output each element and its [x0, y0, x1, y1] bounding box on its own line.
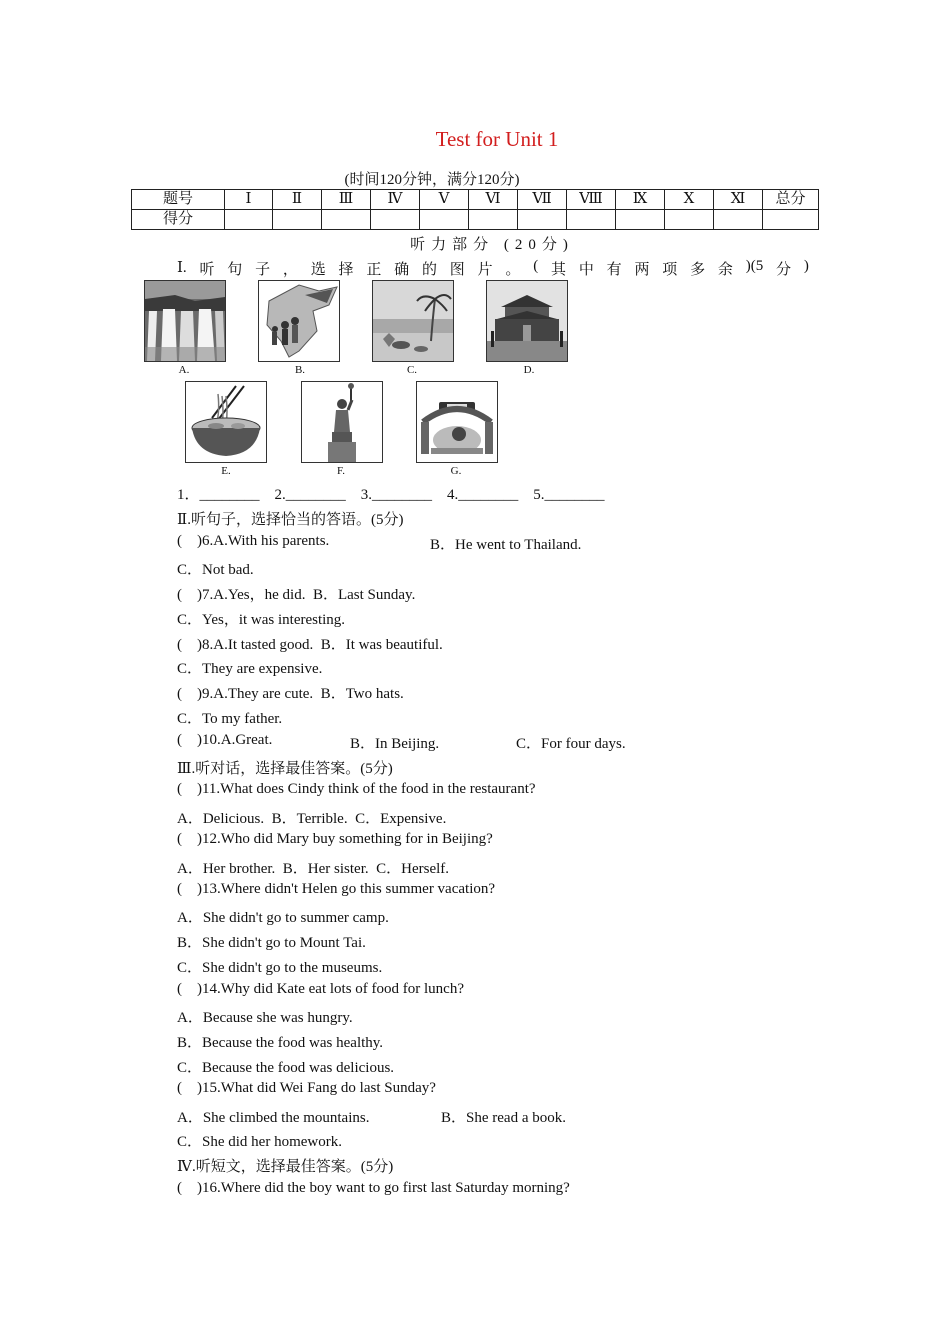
title-char: Ⅰ. [177, 260, 187, 276]
question-13-option-c: C．She didn't go to the museums. [177, 960, 383, 976]
title-char: 选 [310, 262, 326, 278]
score-header-cell: Ⅶ [518, 190, 567, 210]
statue-of-liberty-icon [301, 381, 383, 463]
question-16[interactable]: ( )16.Where did the boy want to go first last Saturday morning? [177, 1180, 570, 1196]
listening-section-header: 听力部分 (20分) [410, 237, 574, 253]
title-char: )(5 [745, 258, 764, 274]
title-char: ( [533, 258, 539, 274]
score-header-cell: Ⅷ [567, 190, 616, 210]
score-cell[interactable] [225, 210, 273, 230]
score-header-cell: Ⅱ [273, 190, 322, 210]
question-8-option-c: C．They are expensive. [177, 661, 323, 677]
score-cell[interactable] [665, 210, 714, 230]
title-char: 确 [394, 262, 410, 278]
score-cell[interactable] [371, 210, 420, 230]
question-14-option-a: A．Because she was hungry. [177, 1010, 353, 1026]
question-10-option-b: B．In Beijing. [350, 736, 440, 752]
score-cell[interactable] [616, 210, 665, 230]
question-9[interactable]: ( )9.A.They are cute. B．Two hats. [177, 686, 404, 702]
title-char: 其 [551, 262, 567, 278]
page-title: Test for Unit 1 [435, 127, 559, 151]
score-cell[interactable] [763, 210, 819, 230]
picture-label-d: D. [523, 364, 535, 376]
question-6-option-b: B．He went to Thailand. [430, 537, 582, 553]
score-header-cell: Ⅳ [371, 190, 420, 210]
waterfall-icon [144, 280, 226, 362]
title-char: 。 [505, 262, 521, 278]
question-13-option-b: B．She didn't go to Mount Tai. [177, 935, 366, 951]
question-13-option-a: A．She didn't go to summer camp. [177, 910, 389, 926]
score-row-label: 得分 [132, 210, 225, 230]
score-table [131, 189, 819, 230]
title-char: 中 [578, 262, 594, 278]
score-cell[interactable] [518, 210, 567, 230]
score-table-header-row [132, 190, 819, 210]
picture-label-e: E. [221, 465, 231, 477]
question-11-options: A．Delicious. B．Terrible. C．Expensive. [177, 811, 447, 827]
question-13[interactable]: ( )13.Where didn't Helen go this summer vacation? [177, 881, 496, 897]
question-7-option-c: C．Yes，it was interesting. [177, 612, 346, 628]
question-12[interactable]: ( )12.Who did Mary buy something for in Beijing? [177, 831, 493, 847]
title-char: 分 [776, 262, 792, 278]
title-char: 多 [690, 262, 706, 278]
question-14-option-c: C．Because the food was delicious. [177, 1060, 395, 1076]
score-cell[interactable] [714, 210, 763, 230]
title-char: 正 [366, 262, 382, 278]
title-char: ， [282, 262, 298, 278]
score-cell[interactable] [322, 210, 371, 230]
part4-title: Ⅳ.听短文，选择最佳答案。(5分) [177, 1159, 394, 1175]
title-char: 听 [199, 262, 215, 278]
picture-label-b: B. [294, 364, 306, 376]
question-14-option-b: B．Because the food was healthy. [177, 1035, 384, 1051]
part1-title [177, 258, 809, 279]
part2-title: Ⅱ.听句子，选择恰当的答语。(5分) [177, 512, 404, 528]
picture-label-f: F. [337, 465, 345, 477]
picture-label-c: C. [406, 364, 418, 376]
title-char: 两 [634, 262, 650, 278]
score-header-cell: 题号 [132, 190, 225, 210]
question-15[interactable]: ( )15.What did Wei Fang do last Sunday? [177, 1080, 436, 1096]
score-cell[interactable] [273, 210, 322, 230]
question-15-option-c: C．She did her homework. [177, 1134, 342, 1150]
question-15-option-a: A．She climbed the mountains. [177, 1110, 370, 1126]
score-header-cell: Ⅵ [469, 190, 518, 210]
score-cell[interactable] [420, 210, 469, 230]
tiananmen-icon [486, 280, 568, 362]
title-char: 择 [338, 262, 354, 278]
score-header-cell: Ⅰ [225, 190, 273, 210]
score-header-cell: 总分 [763, 190, 819, 210]
noodles-icon [185, 381, 267, 463]
score-header-cell: Ⅴ [420, 190, 469, 210]
question-9-option-c: C．To my father. [177, 711, 283, 727]
score-cell[interactable] [469, 210, 518, 230]
picture-label-g: G. [450, 465, 462, 477]
title-char: 的 [421, 262, 437, 278]
question-15-option-b: B．She read a book. [441, 1110, 566, 1126]
question-12-options: A．Her brother. B．Her sister. C．Herself. [177, 861, 450, 877]
score-cell[interactable] [567, 210, 616, 230]
question-7[interactable]: ( )7.A.Yes，he did. B．Last Sunday. [177, 587, 416, 603]
title-char: 有 [606, 262, 622, 278]
part1-answer-blanks[interactable]: 1．________ 2.________ 3.________ 4.________ 5.________ [177, 487, 605, 503]
title-char: ) [803, 258, 809, 274]
map-hikers-icon [258, 280, 340, 362]
score-header-cell: Ⅲ [322, 190, 371, 210]
question-8[interactable]: ( )8.A.It tasted good. B．It was beautiful. [177, 637, 443, 653]
farm-icon [416, 381, 498, 463]
question-10-option-c: C．For four days. [516, 736, 626, 752]
title-char: 句 [227, 262, 243, 278]
score-header-cell: Ⅺ [714, 190, 763, 210]
question-10[interactable]: ( )10.A.Great. [177, 732, 273, 748]
title-char: 图 [449, 262, 465, 278]
part3-title: Ⅲ.听对话，选择最佳答案。(5分) [177, 761, 393, 777]
picture-label-a: A. [178, 364, 190, 376]
beach-icon [372, 280, 454, 362]
title-char: 子 [255, 262, 271, 278]
question-11[interactable]: ( )11.What does Cindy think of the food in the restaurant? [177, 781, 536, 797]
question-6-option-c: C．Not bad. [177, 562, 254, 578]
title-char: 项 [662, 262, 678, 278]
test-subtitle: (时间120分钟，满分120分) [344, 172, 520, 188]
score-header-cell: Ⅸ [616, 190, 665, 210]
question-14[interactable]: ( )14.Why did Kate eat lots of food for lunch? [177, 981, 464, 997]
score-header-cell: Ⅹ [665, 190, 714, 210]
title-char: 余 [717, 262, 733, 278]
score-table-score-row [132, 210, 819, 230]
title-char: 片 [477, 262, 493, 278]
question-6[interactable]: ( )6.A.With his parents. [177, 533, 330, 549]
